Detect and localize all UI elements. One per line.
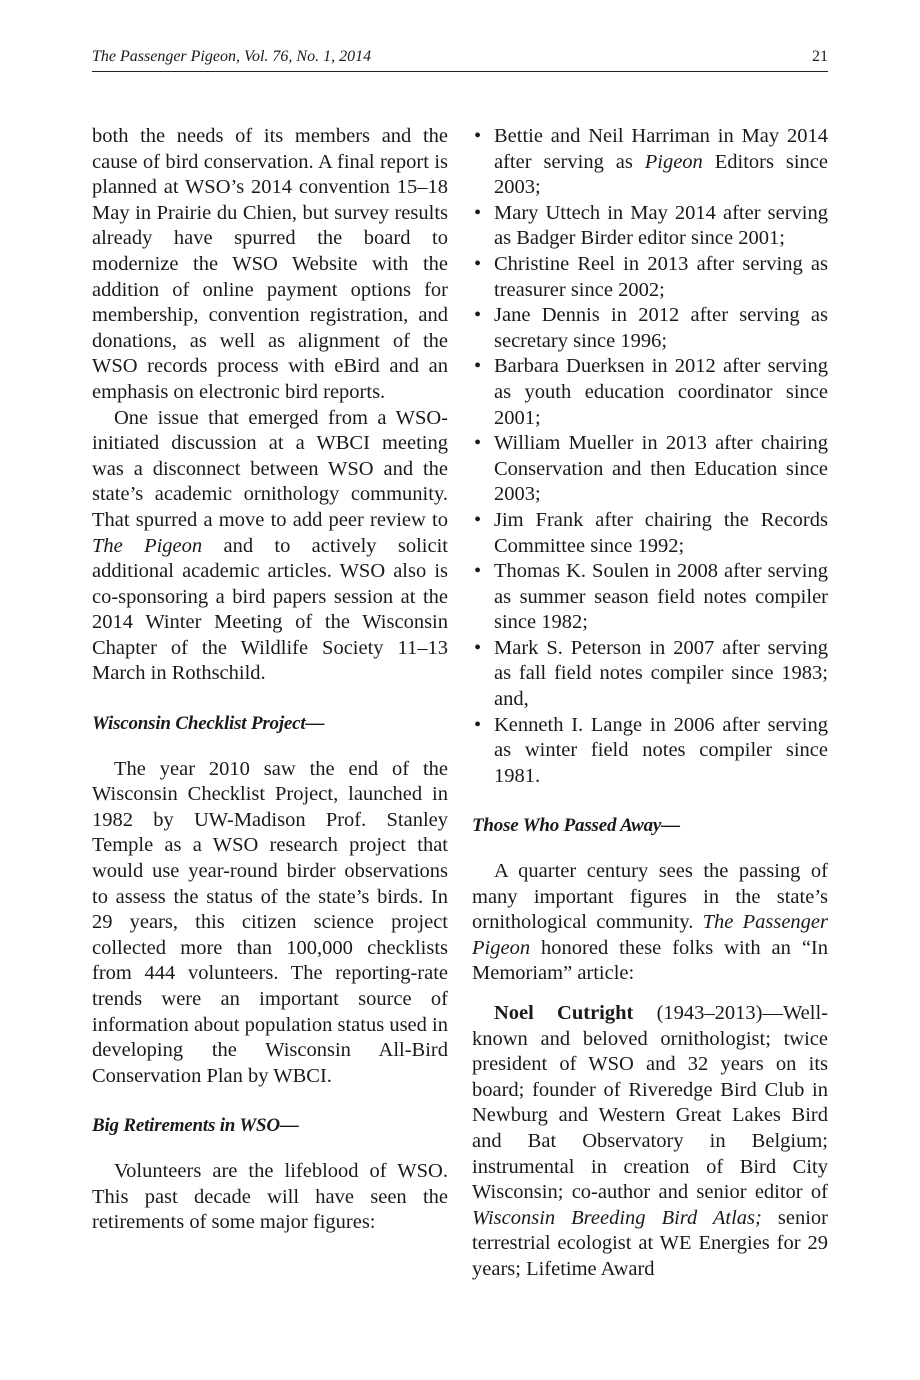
bullet-icon: • xyxy=(474,304,482,327)
retirements-list xyxy=(472,124,828,789)
bullet-icon: • xyxy=(474,636,482,659)
memoriam-cutright: Noel Cutright (1943–2013)—Well-known and beloved ornithologist; twice president of WSO and 32 years on its board; founder of Riveredge Bird Club in Newburg and Western Great Lakes Bird and Bat Observatory in Belgium; instrumental in creation of Bird City Wisconsin; co-author and senior editor of Wisconsin Breeding Bird Atlas; senior terrestrial ecologist at WE Energies for 29 years; Lifetime Award xyxy=(472,1002,829,1280)
journal-citation: The Passenger Pigeon, Vol. 76, No. 1, 2014 xyxy=(92,48,372,65)
right-column xyxy=(472,124,828,1283)
retiree-list-item: • Bettie and Neil Harriman in May 2014 after serving as Pigeon Editors since 2003; xyxy=(474,125,828,199)
heading-retirements: Big Retirements in WSO— xyxy=(92,1115,299,1137)
retiree-list-item: • Thomas K. Soulen in 2008 after serving as summer season field notes compiler since 1982; xyxy=(474,560,828,634)
page-number: 21 xyxy=(812,48,828,65)
bullet-icon: • xyxy=(474,125,482,147)
retiree-list-item: • Jim Frank after chairing the Records Committee since 1992; xyxy=(474,508,828,557)
heading-passed-away: Those Who Passed Away— xyxy=(472,815,680,837)
retiree-list-item: • Mary Uttech in May 2014 after serving as Badger Birder editor since 2001; xyxy=(474,201,828,250)
heading-checklist-project: Wisconsin Checklist Project— xyxy=(92,713,325,735)
retiree-list-item: • Jane Dennis in 2012 after serving as secretary since 1996; xyxy=(474,304,828,352)
retiree-list-item: • William Mueller in 2013 after chairing Conservation and then Education since 2003; xyxy=(474,432,828,506)
bullet-icon: • xyxy=(474,560,482,583)
retiree-list-item: • Barbara Duerksen in 2012 after serving as youth education coordinator since 2001; xyxy=(474,355,828,429)
retiree-list-item: • Kenneth I. Lange in 2006 after serving as winter field notes compiler since 1981. xyxy=(474,713,828,787)
bullet-icon: • xyxy=(474,355,482,378)
bullet-icon: • xyxy=(474,201,482,224)
left-column xyxy=(92,124,448,1236)
paragraph-academic: One issue that emerged from a WSO-initiated discussion at a WBCI meeting was a disconnect between WSO and the state’s academic ornithology community. That spurred a move to add peer review to The Pigeon and to actively solicit additional academic articles. WSO also is co-sponsoring a bird papers session at the 2014 Winter Meeting of the Wisconsin Chapter of the Wildlife Society 11–13 March in Rothschild. xyxy=(92,406,448,685)
memoriam-name: Noel Cutright xyxy=(494,1002,634,1024)
bullet-icon: • xyxy=(474,432,482,455)
bullet-icon: • xyxy=(474,713,482,736)
bullet-icon: • xyxy=(474,252,482,275)
paragraph-retirements-intro: Volunteers are the lifeblood of WSO. This past decade will have seen the retirements of some major figures: xyxy=(92,1159,448,1234)
running-head xyxy=(92,48,828,72)
retiree-list-item: • Mark S. Peterson in 2007 after serving as fall field notes compiler since 1983; and, xyxy=(474,636,828,711)
paragraph-survey: both the needs of its members and the cause of bird conservation. A final report is planned at WSO’s 2014 convention 15–18 May in Prairie du Chien, but survey results already have spurred the board to modernize the WSO Website with the addition of online payment options for membership, convention registration, and donations, as well as alignment of the WSO records process with eBird and an emphasis on electronic bird reports. xyxy=(92,125,448,403)
paragraph-passed-away: A quarter century sees the passing of many important figures in the state’s ornithological community. The Passenger Pigeon honored these folks with an “In Memoriam” article: xyxy=(472,860,828,985)
retiree-list-item: • Christine Reel in 2013 after serving as treasurer since 2002; xyxy=(474,252,828,301)
paragraph-checklist-project: The year 2010 saw the end of the Wisconsin Checklist Project, launched in 1982 by UW-Madison Prof. Stanley Temple as a WSO research project that would use year-round birder observations to assess the status of the state’s birds. In 29 years, this citizen science project collected more than 100,000 checklists from 444 volunteers. The reporting-rate trends were an important source of information about population status used in developing the Wisconsin All-Bird Conservation Plan by WBCI. xyxy=(92,757,448,1087)
bullet-icon: • xyxy=(474,508,482,531)
